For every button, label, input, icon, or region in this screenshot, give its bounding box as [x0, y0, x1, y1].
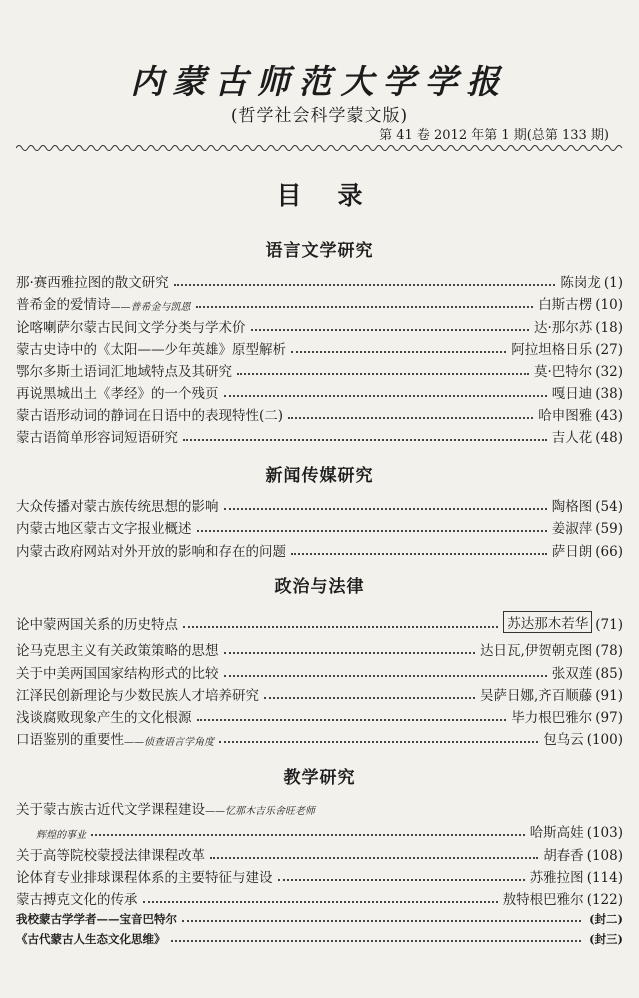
- toc-entry[interactable]: [16, 705, 623, 726]
- toc-entry[interactable]: [16, 539, 623, 560]
- wavy-divider: [16, 142, 623, 154]
- issue-info: 第 41 卷 2012 年第 1 期(总第 133 期): [379, 128, 609, 143]
- toc-entry[interactable]: [16, 727, 623, 748]
- entry-author: 包乌云: [543, 732, 584, 748]
- entry-title: 再说黑城出土《孝经》的一个残页: [16, 386, 219, 402]
- entry-subtitle-continued: 辉煌的事业: [36, 830, 86, 841]
- entry-title: 我校蒙古学学者——宝音巴特尔: [16, 912, 177, 926]
- entry-title: 浅谈腐败现象产生的文化根源: [16, 710, 192, 726]
- entry-title: 蒙古搏克文化的传承: [16, 892, 138, 908]
- entry-author: 陈岗龙: [560, 275, 601, 291]
- toc-entry[interactable]: [16, 906, 623, 927]
- dot-leader: [183, 439, 547, 441]
- entry-title: 蒙古史诗中的《太阳——少年英雄》原型解析: [16, 342, 286, 358]
- entry-page: (封三): [589, 932, 623, 946]
- entry-author: 阿拉坦格日乐: [511, 342, 593, 358]
- entry-author: 姜淑萍: [551, 521, 593, 537]
- entry-title: 论马克思主义有关政策策略的思想: [16, 643, 219, 659]
- entry-author: 吴萨日娜,齐百顺藤: [479, 688, 593, 704]
- toc-entry[interactable]: [16, 337, 623, 358]
- entry-author: 苏雅拉图: [529, 870, 584, 886]
- dot-leader: [196, 306, 534, 308]
- entry-page: (114): [586, 870, 623, 886]
- dot-leader: [291, 553, 547, 555]
- entry-author: 哈斯高娃: [529, 825, 584, 841]
- journal-subtitle: (哲学社会科学蒙文版): [230, 106, 409, 126]
- toc-entry[interactable]: [16, 425, 623, 446]
- entry-author: 毕力根巴雅尔: [511, 710, 593, 726]
- entry-page: (54): [595, 499, 623, 515]
- entry-page: (71): [595, 617, 623, 633]
- entry-page: (10): [595, 297, 623, 313]
- entry-page: (48): [595, 430, 623, 446]
- toc-entry[interactable]: [16, 292, 623, 313]
- entry-page: (66): [595, 544, 623, 560]
- toc-entry[interactable]: [16, 516, 623, 537]
- entry-title: 关于中美两国国家结构形式的比较: [16, 666, 219, 682]
- entry-title: 蒙古语形动词的静词在日语中的表现特性(二): [16, 408, 284, 424]
- entry-title: 内蒙古地区蒙古文字报业概述: [16, 521, 192, 537]
- entry-page: (108): [586, 848, 623, 864]
- toc-entry[interactable]: [16, 926, 623, 947]
- dot-leader: [288, 417, 533, 419]
- entry-page: (103): [586, 825, 623, 841]
- dot-leader: [219, 741, 538, 743]
- entry-author: 胡春香: [543, 848, 584, 864]
- dot-leader: [182, 920, 581, 922]
- dot-leader: [224, 508, 547, 510]
- entry-author: 达·那尔苏: [533, 320, 593, 336]
- toc-heading: 目录: [276, 181, 399, 210]
- entry-author: 达日瓦,伊贺朝克图: [479, 643, 593, 659]
- dot-leader: [224, 652, 475, 654]
- section-title-news-media: 新闻传媒研究: [265, 466, 374, 486]
- entry-page: (27): [595, 342, 623, 358]
- entry-title: 论喀喇萨尔蒙古民间文学分类与学术价: [16, 320, 246, 336]
- entry-page: (91): [595, 688, 623, 704]
- dot-leader: [197, 530, 547, 532]
- dot-leader: [278, 879, 525, 881]
- dot-leader: [197, 719, 507, 721]
- dot-leader: [210, 857, 538, 859]
- toc-entry[interactable]: [16, 865, 623, 886]
- toc-entry[interactable]: [16, 270, 623, 291]
- entry-author: 吉人花: [551, 430, 593, 446]
- entry-page: (43): [595, 408, 623, 424]
- toc-entry[interactable]: [16, 403, 623, 424]
- toc-entry[interactable]: [16, 661, 623, 682]
- entry-author: 苏达那木若华: [503, 611, 592, 633]
- entry-author: 敖特根巴雅尔: [502, 892, 584, 908]
- toc-entry[interactable]: [16, 843, 623, 864]
- entry-title: 大众传播对蒙古族传统思想的影响: [16, 499, 219, 515]
- entry-page: (122): [586, 892, 623, 908]
- entry-subtitle: ——忆那木吉乐舍旺老师: [205, 806, 315, 817]
- entry-title: 口语鉴别的重要性: [16, 732, 124, 748]
- toc-entry[interactable]: [16, 315, 623, 336]
- toc-entry[interactable]: [16, 798, 623, 841]
- section-title-teaching: 教学研究: [283, 768, 356, 788]
- entry-author: 莫·巴特尔: [533, 364, 593, 380]
- entry-page: (38): [595, 386, 623, 402]
- entry-title: 《古代蒙古人生态文化思维》: [16, 932, 166, 946]
- toc-entry[interactable]: [16, 887, 623, 908]
- entry-page: (100): [586, 732, 623, 748]
- journal-title: 内蒙古师范大学学报: [130, 62, 509, 101]
- entry-page: (18): [595, 320, 623, 336]
- entry-page: (59): [595, 521, 623, 537]
- dot-leader: [291, 351, 506, 353]
- toc-entry[interactable]: [16, 381, 623, 402]
- entry-title: 蒙古语简单形容词短语研究: [16, 430, 178, 446]
- entry-page: (85): [595, 666, 623, 682]
- entry-subtitle: ——普希金与凯恩: [110, 302, 191, 313]
- entry-author: 萨日朗: [551, 544, 593, 560]
- entry-page: (32): [595, 364, 623, 380]
- dot-leader: [183, 626, 498, 628]
- dot-leader: [264, 697, 475, 699]
- dot-leader: [224, 675, 547, 677]
- toc-entry[interactable]: [16, 612, 623, 633]
- entry-title: 内蒙古政府网站对外开放的影响和存在的问题: [16, 544, 286, 560]
- dot-leader: [171, 940, 582, 942]
- entry-title: 关于高等院校蒙授法律课程改革: [16, 848, 205, 864]
- entry-title: 论体育专业排球课程体系的主要特征与建设: [16, 870, 273, 886]
- toc-entry[interactable]: [16, 638, 623, 659]
- section-title-language-literature: 语言文学研究: [265, 241, 374, 261]
- dot-leader: [174, 284, 556, 286]
- entry-page: (封二): [589, 912, 623, 926]
- entry-author: 哈申图雅: [538, 408, 593, 424]
- entry-author: 嘎日迪: [551, 386, 593, 402]
- entry-title: 论中蒙两国关系的历史特点: [16, 617, 178, 633]
- entry-author: 张双莲: [551, 666, 593, 682]
- entry-page: (1): [603, 275, 623, 291]
- toc-entry[interactable]: [16, 359, 623, 380]
- toc-entry[interactable]: [16, 494, 623, 515]
- dot-leader: [251, 329, 529, 331]
- entry-title: 关于蒙古族古近代文学课程建设: [16, 802, 205, 818]
- entry-author: 陶格图: [551, 499, 593, 515]
- entry-author: 白斯古楞: [538, 297, 593, 313]
- entry-title: 江泽民创新理论与少数民族人才培养研究: [16, 688, 259, 704]
- entry-title: 普希金的爱情诗: [16, 297, 111, 313]
- dot-leader: [143, 901, 498, 903]
- entry-title: 鄂尔多斯土语词汇地域特点及其研究: [16, 364, 232, 380]
- entry-title: 那·赛西雅拉图的散文研究: [16, 275, 169, 291]
- toc-entry[interactable]: [16, 683, 623, 704]
- dot-leader: [237, 373, 529, 375]
- dot-leader: [224, 395, 547, 397]
- entry-subtitle: ——侦查语言学角度: [124, 737, 214, 748]
- entry-page: (78): [595, 643, 623, 659]
- entry-page: (97): [595, 710, 623, 726]
- dot-leader: [91, 834, 525, 836]
- section-title-politics-law: 政治与法律: [274, 577, 365, 597]
